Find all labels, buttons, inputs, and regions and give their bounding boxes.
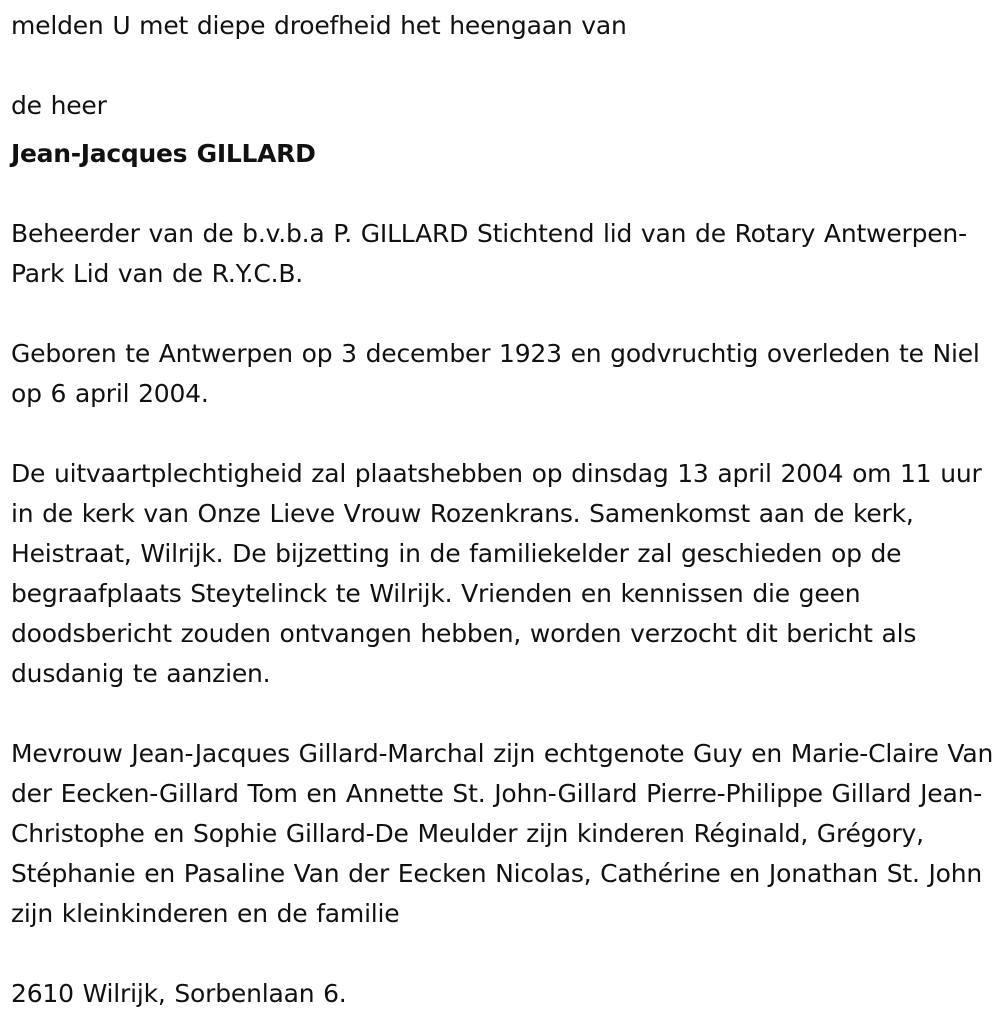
- spacer: [11, 126, 994, 134]
- salutation: de heer: [11, 91, 107, 120]
- family-text: Mevrouw Jean-Jacques Gillard-Marchal zijn echtgenote Guy en Marie-Claire Van der Eecken-Gillard Tom en Annette St. John-Gillard Pierre-Philippe Gillard Jean-Christophe en Sophie Gillard-De Meulder zijn kinderen Réginald, Grégory, Stéphanie en Pasaline Van der Eecken Nicolas, Cathérine en Jonathan St. John zijn kleinkinderen en de familie: [11, 739, 994, 928]
- roles-text: Beheerder van de b.v.b.a P. GILLARD Stichtend lid van de Rotary Antwerpen-Park Lid van de R.Y.C.B.: [11, 219, 967, 288]
- deceased-name: Jean-Jacques GILLARD: [11, 139, 316, 168]
- spacer: [11, 294, 994, 334]
- spacer: [11, 46, 994, 86]
- intro-text: melden U met diepe droefheid het heengaan van: [11, 11, 627, 40]
- funeral-text: De uitvaartplechtigheid zal plaatshebben op dinsdag 13 april 2004 om 11 uur in de kerk van Onze Lieve Vrouw Rozenkrans. Samenkomst aan de kerk, Heistraat, Wilrijk. De bijzetting in de familiekelder zal geschieden op de begraafplaats Steytelinck te Wilrijk. Vrienden en kennissen die geen doodsbericht zouden ontvangen hebben, worden verzocht dit bericht als dusdanig te aanzien.: [11, 459, 982, 688]
- spacer: [11, 414, 994, 454]
- spacer: [11, 934, 994, 974]
- spacer: [11, 174, 994, 214]
- birth-death-text: Geboren te Antwerpen op 3 december 1923 en godvruchtig overleden te Niel op 6 april 2004.: [11, 339, 980, 408]
- address-text: 2610 Wilrijk, Sorbenlaan 6.: [11, 979, 347, 1008]
- spacer: [11, 694, 994, 734]
